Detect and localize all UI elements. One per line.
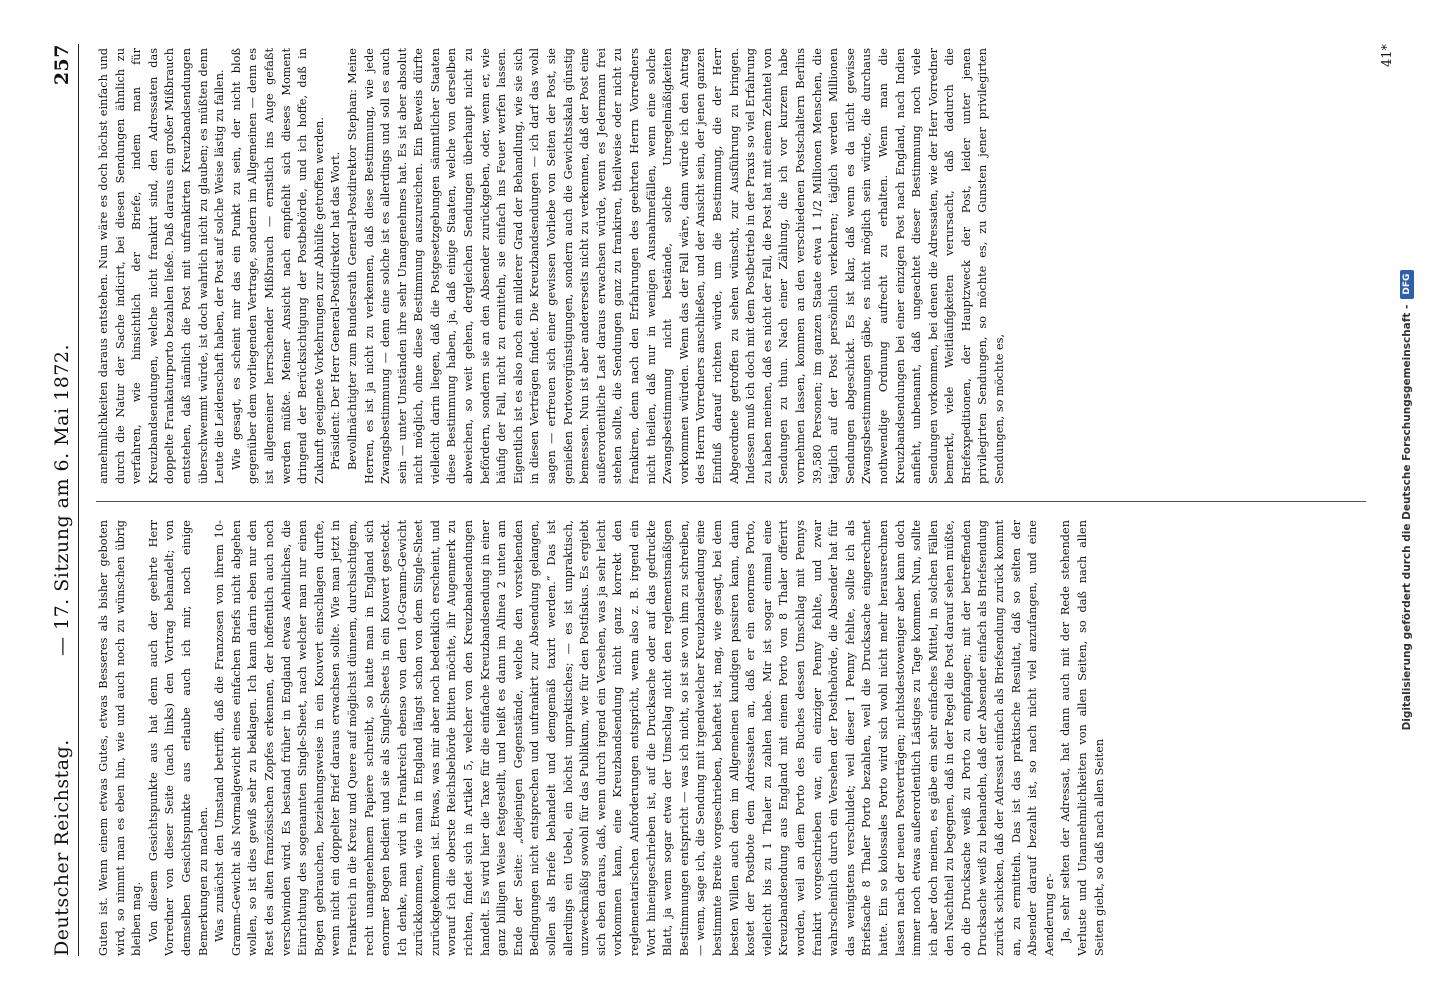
right-column xyxy=(96,48,1366,484)
running-title: Deutscher Reichstag. xyxy=(51,739,73,956)
paragraph: Von diesem Gesichtspunkte aus hat denn auch der geehrte Herr Vorredner von dieser Seite (nach links) den Vortrag behandelt; von demselben Gesichtspunkte aus erlaube auch ich mir, noch einige Bemerkungen zu machen. xyxy=(146,520,210,956)
paragraph: Was zunächst den Umstand betrifft, daß die Franzosen von ihrem 10-Gramm-Gewicht als Normalgewicht eines einfachen Briefs nicht abgehen wollen, so ist dies gewiß sehr zu beklagen. Ich kann darin eben nur den Rest des alten französischen Zopfes erkennen, der hoffentlich auch noch verschwinden wird. Es bestand früher in England etwas Aehnliches, die Einrichtung des sogenannten Single-Sheet, nach welcher man nur einen Bogen gebrauchen, beziehungsweise in ein Kouvert einschlagen durfte, wenn nicht ein doppelter Brief daraus erwachsen sollte. Wie man jetzt in Frankreich in die Kreuz und Quere auf möglichst dünnem, durchsichtigem, recht unangenehmem Papiere schreibt, so hatte man in England sich enormer Bogen bedient und sie als Single-Sheets in ein Kouvert gesteckt. Ich denke, man wird in Frankreich ebenso von dem 10-Gramm-Gewicht zurückkommen, wie man in England längst schon von dem Single-Sheet zurückgekommen ist. Etwas, was mir aber noch bedenklich erscheint, und worauf ich die oberste Reichsbehörde bitten möchte, ihr Augenmerk zu richten, findet sich in Artikel 5, welcher von den Kreuzbandsendungen handelt. Es wird hier die Taxe für die einfache Kreuzbandsendung in einer ganz billigen Weise festgestellt, und heißt es dann im Alinea 2 unten am Ende der Seite: „diejenigen Gegenstände, welche den vorstehenden Bedingungen nicht entsprechen und unfrankirt zur Absendung gelangen, sollen als Briefe behandelt und demgemäß taxirt werden.“ Das ist allerdings ein Uebel, ein höchst unpraktisches; — es ist unpraktisch, unzweckmäßig sowohl für das Publikum, wie für den Postfiskus. Es ergiebt sich eben daraus, daß, wenn durch irgend ein Versehen, was ja sehr leicht vorkommen kann, eine Kreuzbandsendung nicht ganz korrekt den reglementarischen Anforderungen entspricht, wenn also z. B. irgend ein Wort hineingeschrieben ist, auf die Drucksache oder auf das gedruckte Blatt, ja wenn sogar etwa der Umschlag nicht den reglementsmäßigen Bestimmungen entspricht — was ich nicht, so ist sie von ihm zu schreiben, — wenn, sage ich, die Sendung mit irgendwelcher Kreuzbandsendung eine bestimmte Breite vorgeschrieben, behaftet ist, mag, wie gesagt, bei dem besten Willen auch dem im Allgemeinen kundigen passiren kann, dann kostet der Postbote dem Adressaten an, daß er ein enormes Porto, vielleicht bis zu 1 Thaler zu zahlen habe. Mir ist sogar einmal eine Kreuzbandsendung aus England mit einem Porto von 8 Thaler offerirt worden, weil an dem Porto des Buches dessen Umschlag mit Pennys frankirt vorgeschrieben war, ein einziger Penny fehlte, und zwar wahrscheinlich durch ein Versehen der Posthehörde, die Absender hat für das wenigstens verschuldet; weil dieser 1 Penny fehlte, sollte ich als Briefsache 8 Thaler Porto bezahlen, weil die Drucksache eingerechnet hatte. Ein so kolossales Porto wird sich wohl nicht mehr herausrechnen lassen nach der neuen Postverträgen; nichtsdestoweniger aber kann doch immer noch etwas außerordentlich Lästiges zu Tage kommen. Nun, sollte ich aber doch meinen, es gäbe ein sehr einfaches Mittel, in solchen Fällen den Nachtheil zu begegnen, daß in der Regel die Post darauf sehen müßte, ob die Drucksache weiß zu Porto zu empfangen; mit der betreffenden Drucksache weiß zu behandeln, daß der Absender einfach als Briefsendung zurück schicken, daß der Adressat einfach als Briefsendung zurück kommt an, zu ermitteln. Das ist das praktische Resultat, daß so selten der Absender darauf bezahlt ist, so nach nicht viel anzufangen, und eine Aenderung er- xyxy=(213,520,1056,956)
digitization-credit xyxy=(1400,0,1414,1000)
paragraph: Wie gesagt, es scheint mir das ein Punkt zu sein, der nicht bloß gegenüber dem vorliegenden Vertrage, sondern im Allgemeinen — denn es ist allgemeiner herrschender Mißbrauch — ernstlich ins Auge gefaßt werden müßte. Meiner Ansicht nach empfiehlt sich dieses Moment dringend der Berücksichtigung der Postbehörde, und ich hoffe, daß in Zukunft geeignete Vorkehrungen zur Abhülfe getroffen werden. xyxy=(229,48,326,484)
column-divider xyxy=(96,501,1366,502)
page-header xyxy=(46,44,79,956)
speaker-paragraph: Bevollmächtigter zum Bundesrath General-Postdirektor Stephan: Meine Herren, es ist ja nicht zu verkennen, daß diese Bestimmung, wie jede Zwangsbestimmung — denn eine solche ist es allerdings und soll es auch sein — unter Umständen ihre sehr Unangenehmes hat. Es ist aber absolut nicht möglich, ohne diese Bestimmung auszureichen. Ein Beweis dürfte vielleicht darin liegen, daß die Postgesetzgebungen sämmtlicher Staaten diese Bestimmung haben, ja, daß einige Staaten, welche von derselben abweichen, so weit gehen, dergleichen Sendungen überhaupt nicht zu befördern, sondern sie an den Absender zurückgeben, oder, wenn er, wie häufig der Fall, nicht zu ermitteln, sie einfach ins Feuer werfen lassen. Eigentlich ist es also noch ein milderer Grad der Behandlung, wie sie sich in diesen Verträgen findet. Die Kreuzbandsendungen — ich darf das wohl sagen — erfreuen sich einer gewissen Vorliebe von Seiten der Post, sie genießen Portovergünstigungen, sondern auch die Gewichtsskala günstig bemessen. Nun ist aber andererseits nicht zu verkennen, daß der Post eine außerordentliche Last daraus erwachsen würde, wenn es Jedermann frei stehen sollte, die Sendungen ganz zu frankiren, theilweise oder nicht zu frankiren, denn nach den Erfahrungen des geehrten Herrn Vorredners nicht theilen, daß nur in wenigen Ausnahmefällen, wenn eine solche Zwangsbestimmung nicht bestände, solche Unregelmäßigkeiten vorkommen würden. Wenn das der Fall wäre, dann würde ich den Antrag des Herrn Vorredners anschließen, und der Ansicht sein, der jenen ganzen Einfluß darauf richten würde, um die Bestimmung, die der Herr Abgeordnete getroffen zu sehen wünscht, zur Ausführung zu bringen. Indessen muß ich doch mit dem Postbetrieb in der Praxis so viel Erfahrung zu haben meinen, daß es nicht der Fall, die Post hat mit einem Zehntel von Sendungen zu thun. Nach einer Zählung, die ich vor kurzem habe vornehmen lassen, kommen an den verschiedenen Postschaltern Berlins 39,580 Personen; im ganzen Staate etwa 1 1/2 Millionen Menschen, die täglich auf der Post persönlich verkehren; täglich werden Millionen Sendungen abgeschickt. Es ist klar, daß wenn es da nicht gewisse Zwangsbestimmungen gäbe, es nicht möglich sein würde, die durchaus nothwendige Ordnung aufrecht zu erhalten. Wenn man die Kreuzbandsendungen bei einer einzigen Post nach England, nach Indien anfieht, unbenannt, daß ungeachtet dieser Bestimmung noch viele Sendungen vorkommen, bei denen die Adressaten, wie der Herr Vorredner bemerkt, viele Weitläufigkeiten verursacht, daß dadurch die Briefexpeditionen, der Hauptzweck der Post, leider unter jenen privilegirten Sendungen, so möchte es, zu Gunsten jener privilegirten Sendungen, so möchte es, xyxy=(345,48,1007,484)
page-number: 257 xyxy=(51,44,73,86)
dfg-logo: DFG xyxy=(1400,270,1414,299)
paragraph: Guten ist. Wenn einem etwas Gutes, etwas Besseres als bisher geboten wird, so nimmt man es eben hin, wie und auch noch zu wünschen übrig bleiben mag. xyxy=(97,520,144,956)
paragraph: Ja, sehr selten der Adressat, hat dann auch mit der Rede stehenden Verluste und Unannehmlichkeiten von allen Seiten, so daß nach allen Seiten giebt, so daß nach allen Seiten xyxy=(1059,520,1106,956)
left-column xyxy=(96,520,1366,956)
session-title: — 17. Sitzung am 6. Mai 1872. xyxy=(51,343,73,657)
paragraph: annehmlichkeiten daraus entstehen. Nun wäre es doch höchst einfach und durch die Natur der Sache indicirt, bei diesen Sendungen ähnlich zu verfahren, wie hinsichtlich der Briefe, indem man für Kreuzbandsendungen, welche nicht frankirt sind, den Adressaten das doppelte Frankaturporto bezahlen ließe. Daß daraus ein großer Mißbrauch entstehen, daß nämlich die Post mit unfrankirten Kreuzbandsendungen überschwemmt würde, ist doch wahrlich nicht zu glauben; es müßten denn Leute die Leidenschaft haben, der Post auf solche Weise lästig zu fallen. xyxy=(97,48,227,484)
credit-text: Digitalisierung gefördert durch die Deutsche Forschungsgemeinschaft - xyxy=(1401,304,1413,731)
sheet-signature: 41* xyxy=(1380,44,1395,68)
speaker-paragraph: Präsident: Der Herr General-Postdirektor hat das Wort. xyxy=(329,151,343,470)
